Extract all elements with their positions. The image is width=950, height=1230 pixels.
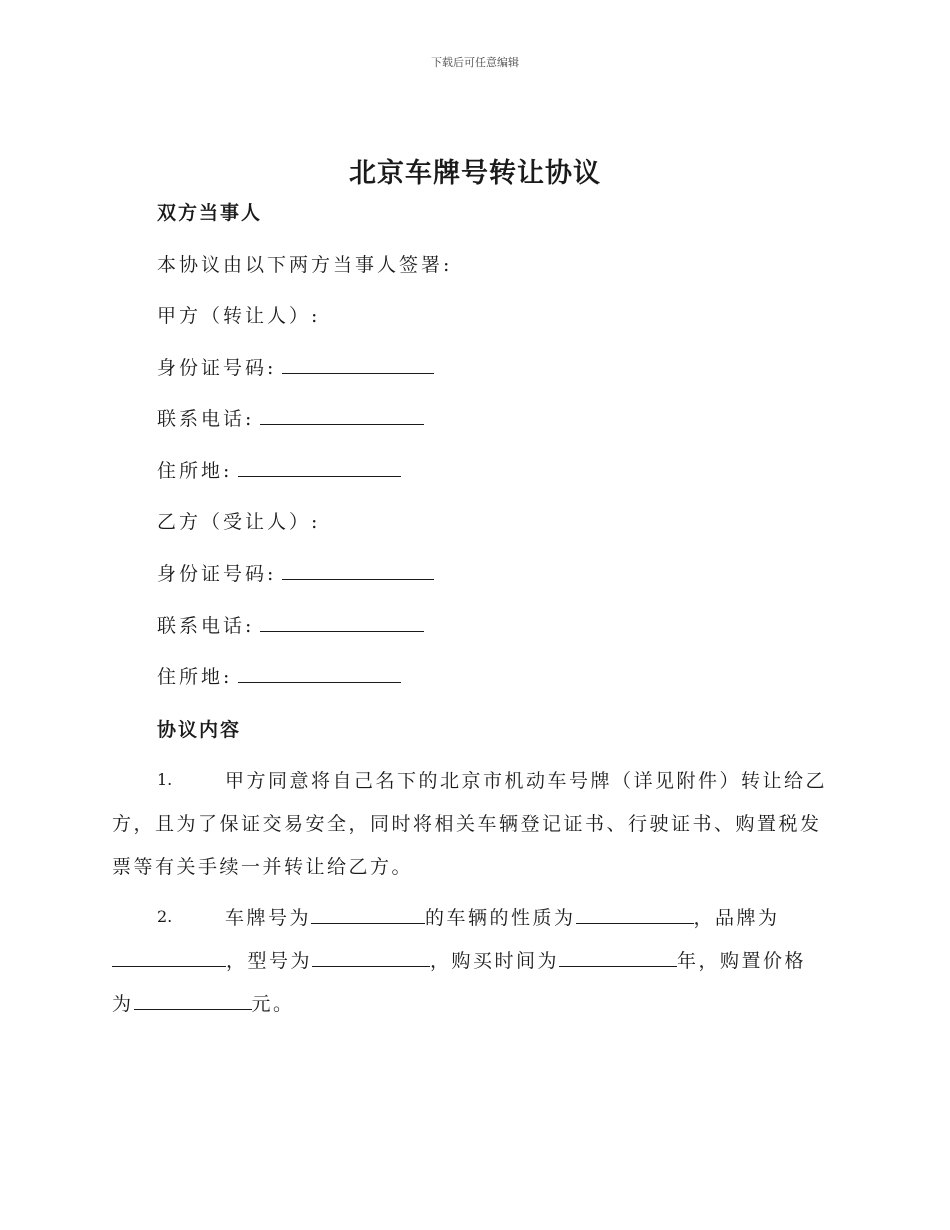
- section-heading-content: 协议内容: [157, 719, 242, 741]
- party-a-id-row: [157, 353, 434, 380]
- item-2-text-nature: 的车辆的性质为: [425, 907, 576, 929]
- item-2-text-plate: 车牌号为: [225, 907, 312, 929]
- item-2-text-price: 年，购置价格: [677, 950, 807, 972]
- party-b-id-blank[interactable]: [282, 561, 434, 580]
- page-header-note: 下载后可任意编辑: [431, 56, 519, 69]
- section-heading-parties: 双方当事人: [157, 202, 263, 224]
- party-a-id-blank[interactable]: [282, 355, 434, 374]
- item-1-line-1: 甲方同意将自己名下的北京市机动车号牌（详见附件）转让给乙: [225, 770, 828, 792]
- party-b-id-label: 身份证号码:: [157, 563, 277, 585]
- party-b-address-label: 住所地:: [157, 666, 233, 688]
- intro-text: 本协议由以下两方当事人签署:: [157, 254, 453, 276]
- party-a-phone-blank[interactable]: [260, 406, 424, 425]
- brand-blank[interactable]: [112, 948, 226, 967]
- party-a-phone-row: [157, 404, 424, 431]
- item-2-text-for: 为: [112, 993, 134, 1015]
- party-a-phone-label: 联系电话:: [157, 408, 255, 430]
- party-b-phone-row: [157, 611, 424, 638]
- item-2-line-3: [112, 989, 838, 1016]
- vehicle-nature-blank[interactable]: [576, 905, 694, 924]
- item-1-line-3: 票等有关手续一并转让给乙方。: [112, 856, 414, 878]
- item-2-line-1: [225, 903, 845, 930]
- item-2-text-purchase-time: ，购买时间为: [430, 950, 560, 972]
- party-b-address-row: [157, 662, 401, 689]
- party-a-address-row: [157, 456, 401, 483]
- model-blank[interactable]: [312, 948, 430, 967]
- party-b-address-blank[interactable]: [238, 664, 401, 683]
- plate-number-blank[interactable]: [311, 905, 425, 924]
- party-b-phone-label: 联系电话:: [157, 615, 255, 637]
- item-2-text-model: ，型号为: [226, 950, 313, 972]
- price-blank[interactable]: [134, 991, 252, 1010]
- party-b-label: 乙方（受让人）:: [157, 511, 321, 533]
- party-b-id-row: [157, 559, 434, 586]
- item-1-number: 1.: [157, 770, 173, 789]
- item-1-line-2: 方，且为了保证交易安全，同时将相关车辆登记证书、行驶证书、购置税发: [112, 813, 822, 835]
- document-title: 北京车牌号转让协议: [349, 158, 601, 189]
- item-2-text-brand: ，品牌为: [693, 907, 780, 929]
- party-a-label: 甲方（转让人）:: [157, 305, 321, 327]
- party-a-address-label: 住所地:: [157, 460, 233, 482]
- purchase-year-blank[interactable]: [559, 948, 677, 967]
- item-2-number: 2.: [157, 907, 173, 926]
- party-a-id-label: 身份证号码:: [157, 357, 277, 379]
- party-a-address-blank[interactable]: [238, 458, 401, 477]
- item-2-text-yuan: 元。: [251, 993, 295, 1015]
- party-b-phone-blank[interactable]: [260, 613, 424, 632]
- item-2-line-2: [112, 946, 838, 973]
